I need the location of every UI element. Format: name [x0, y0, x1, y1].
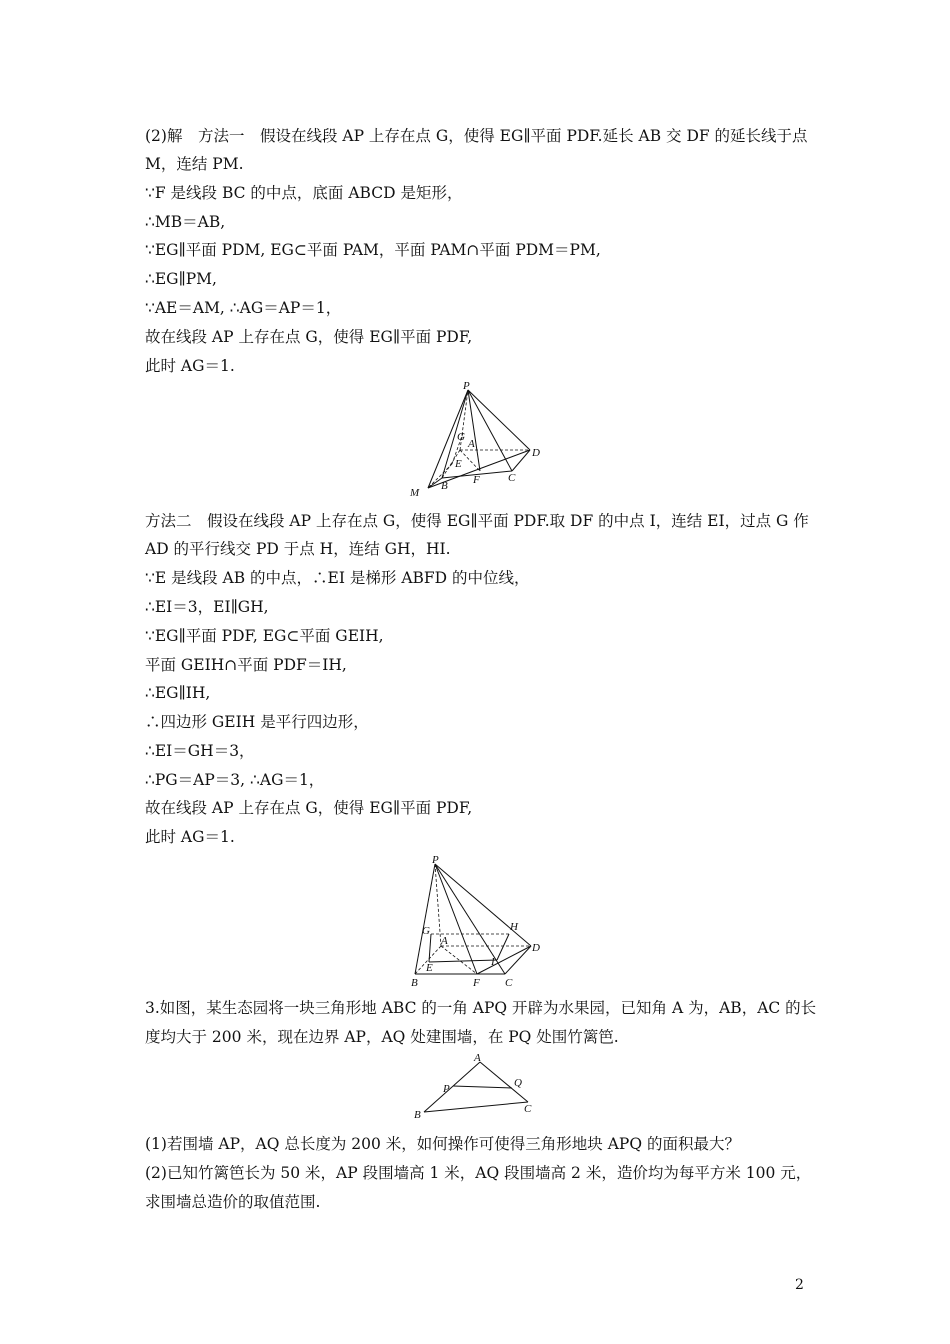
subquestion-1: (1)若围墙 AP，AQ 总长度为 200 米，如何操作可使得三角形地块 APQ 的面积最大？ — [145, 1135, 740, 1153]
label-E: E — [426, 962, 433, 974]
method1-line-4: ∴MB＝AB, — [145, 213, 226, 231]
label-G: G — [422, 925, 430, 937]
method1-line-6: ∴EG∥PM, — [145, 270, 217, 288]
method1-line-7: ∵AE＝AM, ∴AG＝AP＝1， — [145, 299, 342, 317]
label-D: D — [532, 447, 540, 459]
label-P: P — [443, 1083, 450, 1095]
page-number: 2 — [795, 1277, 804, 1293]
method2-line-2: AD 的平行线交 PD 于点 H，连结 GH，HI. — [145, 540, 451, 558]
method2-line-7: ∴EG∥IH, — [145, 684, 211, 702]
triangle-diagram — [410, 1050, 540, 1120]
method2-line-9: ∴EI＝GH＝3， — [145, 742, 255, 760]
method2-line-8: ∴四边形 GEIH 是平行四边形， — [145, 713, 369, 731]
method2-line-12: 此时 AG＝1. — [145, 828, 235, 846]
label-F: F — [473, 474, 480, 486]
method2-line-11: 故在线段 AP 上存在点 G，使得 EG∥平面 PDF, — [145, 799, 473, 817]
label-G: G — [457, 431, 465, 443]
method2-line-5: ∵EG∥平面 PDF, EG⊂平面 GEIH, — [145, 627, 384, 645]
label-A: A — [474, 1052, 481, 1064]
pyramid-diagram-1 — [400, 378, 560, 500]
method1-line-9: 此时 AG＝1. — [145, 357, 235, 375]
label-P: P — [463, 380, 470, 392]
label-A: A — [468, 438, 475, 450]
method2-line-4: ∴EI＝3，EI∥GH, — [145, 598, 269, 616]
label-C: C — [505, 977, 513, 989]
method2-line-6: 平面 GEIH∩平面 PDF＝IH, — [145, 656, 347, 674]
label-P: P — [432, 854, 439, 866]
label-B: B — [441, 480, 448, 492]
label-B: B — [411, 977, 418, 989]
label-C: C — [508, 472, 516, 484]
subquestion-2-cont: 求围墙总造价的取值范围. — [145, 1193, 321, 1211]
label-Q: Q — [514, 1077, 522, 1089]
method2-line-10: ∴PG＝AP＝3, ∴AG＝1， — [145, 771, 325, 789]
label-I: I — [491, 956, 495, 968]
method1-line-5: ∵EG∥平面 PDM, EG⊂平面 PAM，平面 PAM∩平面 PDM＝PM, — [145, 241, 601, 259]
label-B: B — [414, 1109, 421, 1120]
method1-line-8: 故在线段 AP 上存在点 G，使得 EG∥平面 PDF, — [145, 328, 473, 346]
label-F: F — [473, 977, 480, 989]
figure-triangle — [410, 1050, 540, 1120]
label-H: H — [510, 921, 518, 933]
label-M: M — [410, 487, 420, 499]
method2-line-3: ∵E 是线段 AB 的中点，∴EI 是梯形 ABFD 的中位线， — [145, 569, 530, 587]
method1-line-3: ∵F 是线段 BC 的中点，底面 ABCD 是矩形， — [145, 184, 463, 202]
label-A: A — [441, 935, 448, 947]
method1-line-1: (2)解 方法一 假设在线段 AP 上存在点 G，使得 EG∥平面 PDF.延长 AB 交 DF 的延长线于点 — [145, 127, 808, 145]
method1-line-2: M，连结 PM. — [145, 155, 244, 173]
label-C: C — [524, 1103, 532, 1115]
figure-pyramid-method1 — [400, 378, 560, 500]
label-E: E — [455, 458, 462, 470]
figure-pyramid-method2 — [405, 850, 555, 990]
problem3-line-1: 3.如图，某生态园将一块三角形地 ABC 的一角 APQ 开辟为水果园，已知角 A 为，AB，AC 的长 — [145, 999, 817, 1017]
pyramid-diagram-2 — [405, 850, 555, 990]
subquestion-2: (2)已知竹篱笆长为 50 米，AP 段围墙高 1 米，AQ 段围墙高 2 米，造价均为每平方米 100 元， — [145, 1164, 812, 1182]
problem3-line-2: 度均大于 200 米，现在边界 AP，AQ 处建围墙，在 PQ 处围竹篱笆. — [145, 1028, 619, 1046]
label-D: D — [532, 942, 540, 954]
method2-line-1: 方法二 假设在线段 AP 上存在点 G，使得 EG∥平面 PDF.取 DF 的中点 I，连结 EI，过点 G 作 — [145, 512, 809, 530]
